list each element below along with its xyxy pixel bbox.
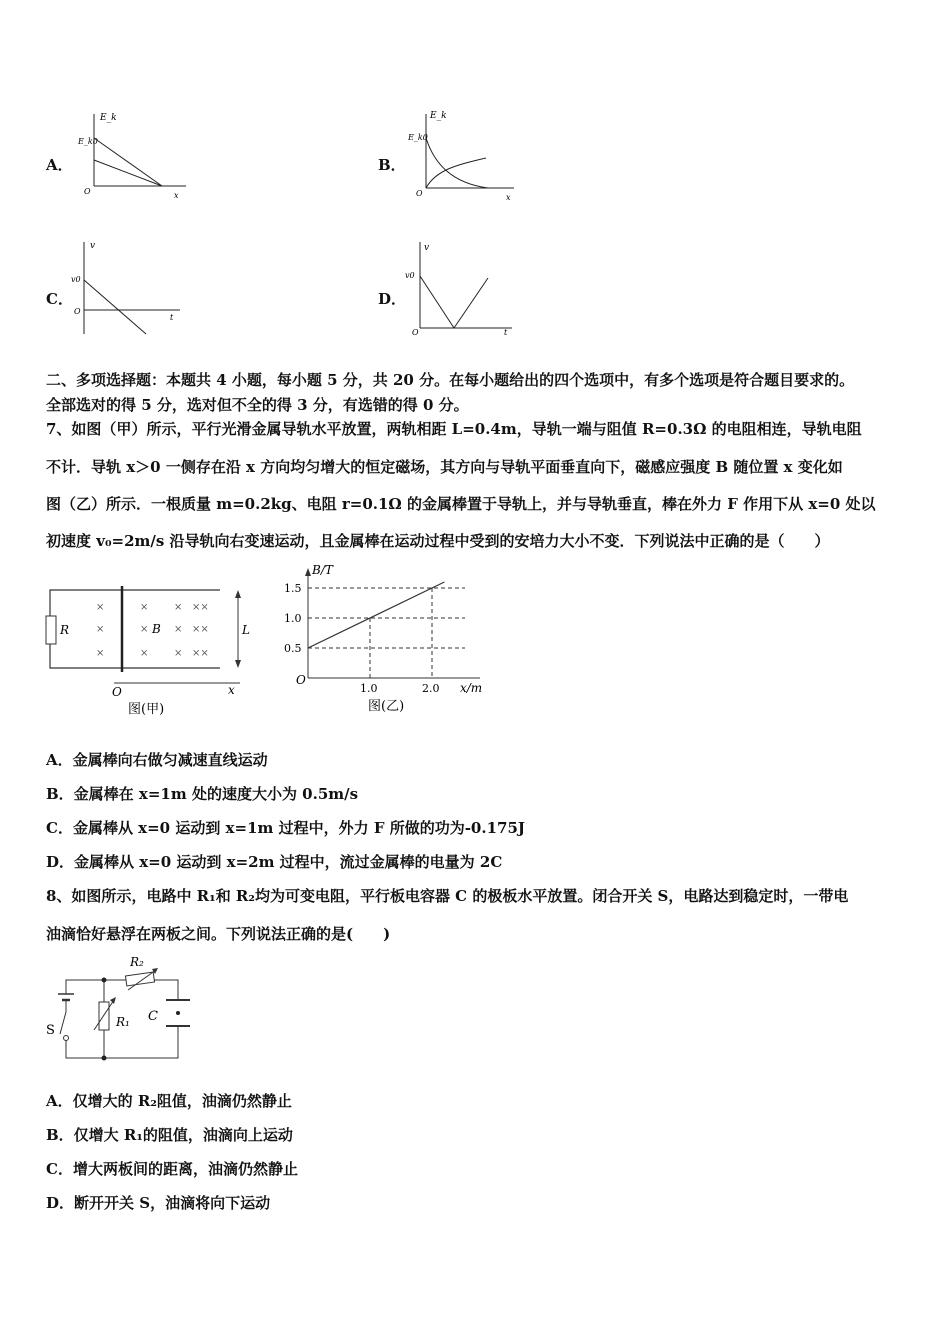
q7-line2: 不计．导轨 x＞0 一侧存在沿 x 方向均匀增大的恒定磁场，其方向与导轨平面垂直向下，磁感应强度 B 随位置 x 变化如 xyxy=(46,458,843,476)
svg-text:×: × xyxy=(140,602,149,613)
svg-text:×: × xyxy=(96,624,105,635)
circuit-figure xyxy=(44,954,204,1064)
capacitor-label: C xyxy=(148,1009,158,1024)
origin-label: O xyxy=(112,685,122,699)
graph-d xyxy=(402,238,522,338)
svg-text:×: × xyxy=(174,602,183,613)
q8-option-c: C．增大两板间的距离，油滴仍然静止 xyxy=(46,1160,298,1178)
x-axis-label: x xyxy=(174,191,179,200)
x-axis-label: x/m xyxy=(460,681,483,695)
r2-label: R₂ xyxy=(130,955,144,969)
q8-option-a: A．仅增大的 R₂阻值，油滴仍然静止 xyxy=(46,1092,292,1110)
origin-label: O xyxy=(74,307,81,316)
q7-line1: 7、如图（甲）所示，平行光滑金属导轨水平放置，两轨相距 L=0.4m，导轨一端与阻值 R=0.3Ω 的电阻相连，导轨电阻 xyxy=(46,420,862,438)
svg-text:×: × xyxy=(140,624,149,635)
y-tick-label: 1.0 xyxy=(284,612,302,625)
caption-jia: 图(甲) xyxy=(128,702,165,717)
svg-text:××: ×× xyxy=(192,624,209,635)
y-tick-label: 1.5 xyxy=(284,582,302,595)
svg-text:×: × xyxy=(96,602,105,613)
y-axis-label: v xyxy=(424,243,430,253)
q7-option-b: B．金属棒在 x=1m 处的速度大小为 0.5m/s xyxy=(46,785,359,803)
origin-label: O xyxy=(416,189,423,198)
x-label: x xyxy=(228,683,235,697)
option-d-label: D． xyxy=(378,290,407,308)
q8-line1: 8、如图所示，电路中 R₁和 R₂均为可变电阻，平行板电容器 C 的极板水平放置。闭合开关 S，电路达到稳定时，一带电 xyxy=(46,887,849,905)
section2-line1: 二、多项选择题：本题共 4 小题，每小题 5 分，共 20 分。在每小题给出的四个选项中，有多个选项是符合题目要求的。 xyxy=(46,371,855,389)
graph-b xyxy=(406,108,526,203)
origin-label: O xyxy=(296,673,306,687)
x-tick-label: 2.0 xyxy=(422,682,440,695)
q8-option-b: B．仅增大 R₁的阻值，油滴向上运动 xyxy=(46,1126,293,1144)
y0-label: v0 xyxy=(71,275,81,284)
svg-text:××: ×× xyxy=(192,648,209,659)
x-tick-label: 1.0 xyxy=(360,682,378,695)
length-label: L xyxy=(242,623,250,637)
r1-label: R₁ xyxy=(116,1015,130,1029)
svg-text:×: × xyxy=(96,648,105,659)
svg-text:××: ×× xyxy=(192,602,209,613)
x-axis-label: x xyxy=(506,193,511,202)
y-axis-label: B/T xyxy=(312,563,333,577)
origin-label: O xyxy=(412,328,419,337)
q7-line3: 图（乙）所示．一根质量 m=0.2kg、电阻 r=0.1Ω 的金属棒置于导轨上，并与导轨垂直，棒在外力 F 作用下从 x=0 处以 xyxy=(46,495,876,513)
svg-text:×: × xyxy=(140,648,149,659)
y-axis-label: v xyxy=(90,241,96,251)
graph-a xyxy=(76,108,196,203)
caption-yi: 图(乙) xyxy=(368,699,405,714)
resistor-label: R xyxy=(60,623,70,637)
q7-option-a: A．金属棒向右做匀减速直线运动 xyxy=(46,751,268,769)
figure-yi xyxy=(280,560,490,720)
section2-line2: 全部选对的得 5 分，选对但不全的得 3 分，有选错的得 0 分。 xyxy=(46,396,469,414)
svg-text:×: × xyxy=(174,648,183,659)
switch-label: S xyxy=(46,1023,55,1038)
y0-label: E_k0 xyxy=(78,137,98,146)
figure-jia xyxy=(44,580,254,720)
y0-label: v0 xyxy=(405,271,415,280)
option-c-label: C． xyxy=(46,290,73,308)
y-axis-label: E_k xyxy=(100,113,117,123)
y-tick-label: 0.5 xyxy=(284,642,302,655)
y0-label: E_k0 xyxy=(408,133,428,142)
graph-c xyxy=(70,238,190,338)
q7-line4: 初速度 v₀=2m/s 沿导轨向右变速运动，且金属棒在运动过程中受到的安培力大小不变．下列说法中正确的是（ ） xyxy=(46,532,830,550)
y-axis-label: E_k xyxy=(430,111,447,121)
series-line-b-vs-x xyxy=(308,582,444,648)
option-a-label: A． xyxy=(46,156,73,174)
q7-option-c: C．金属棒从 x=0 运动到 x=1m 过程中，外力 F 所做的功为-0.175J xyxy=(46,819,525,837)
q8-line2: 油滴恰好悬浮在两板之间。下列说法正确的是( ) xyxy=(46,925,391,943)
x-axis-label: t xyxy=(504,328,508,337)
origin-label: O xyxy=(84,187,91,196)
b-field-label: B xyxy=(152,622,161,636)
x-axis-label: t xyxy=(170,313,174,322)
option-b-label: B． xyxy=(378,156,406,174)
q7-option-d: D．金属棒从 x=0 运动到 x=2m 过程中，流过金属棒的电量为 2C xyxy=(46,853,503,871)
q8-option-d: D．断开开关 S，油滴将向下运动 xyxy=(46,1194,271,1212)
svg-text:×: × xyxy=(174,624,183,635)
